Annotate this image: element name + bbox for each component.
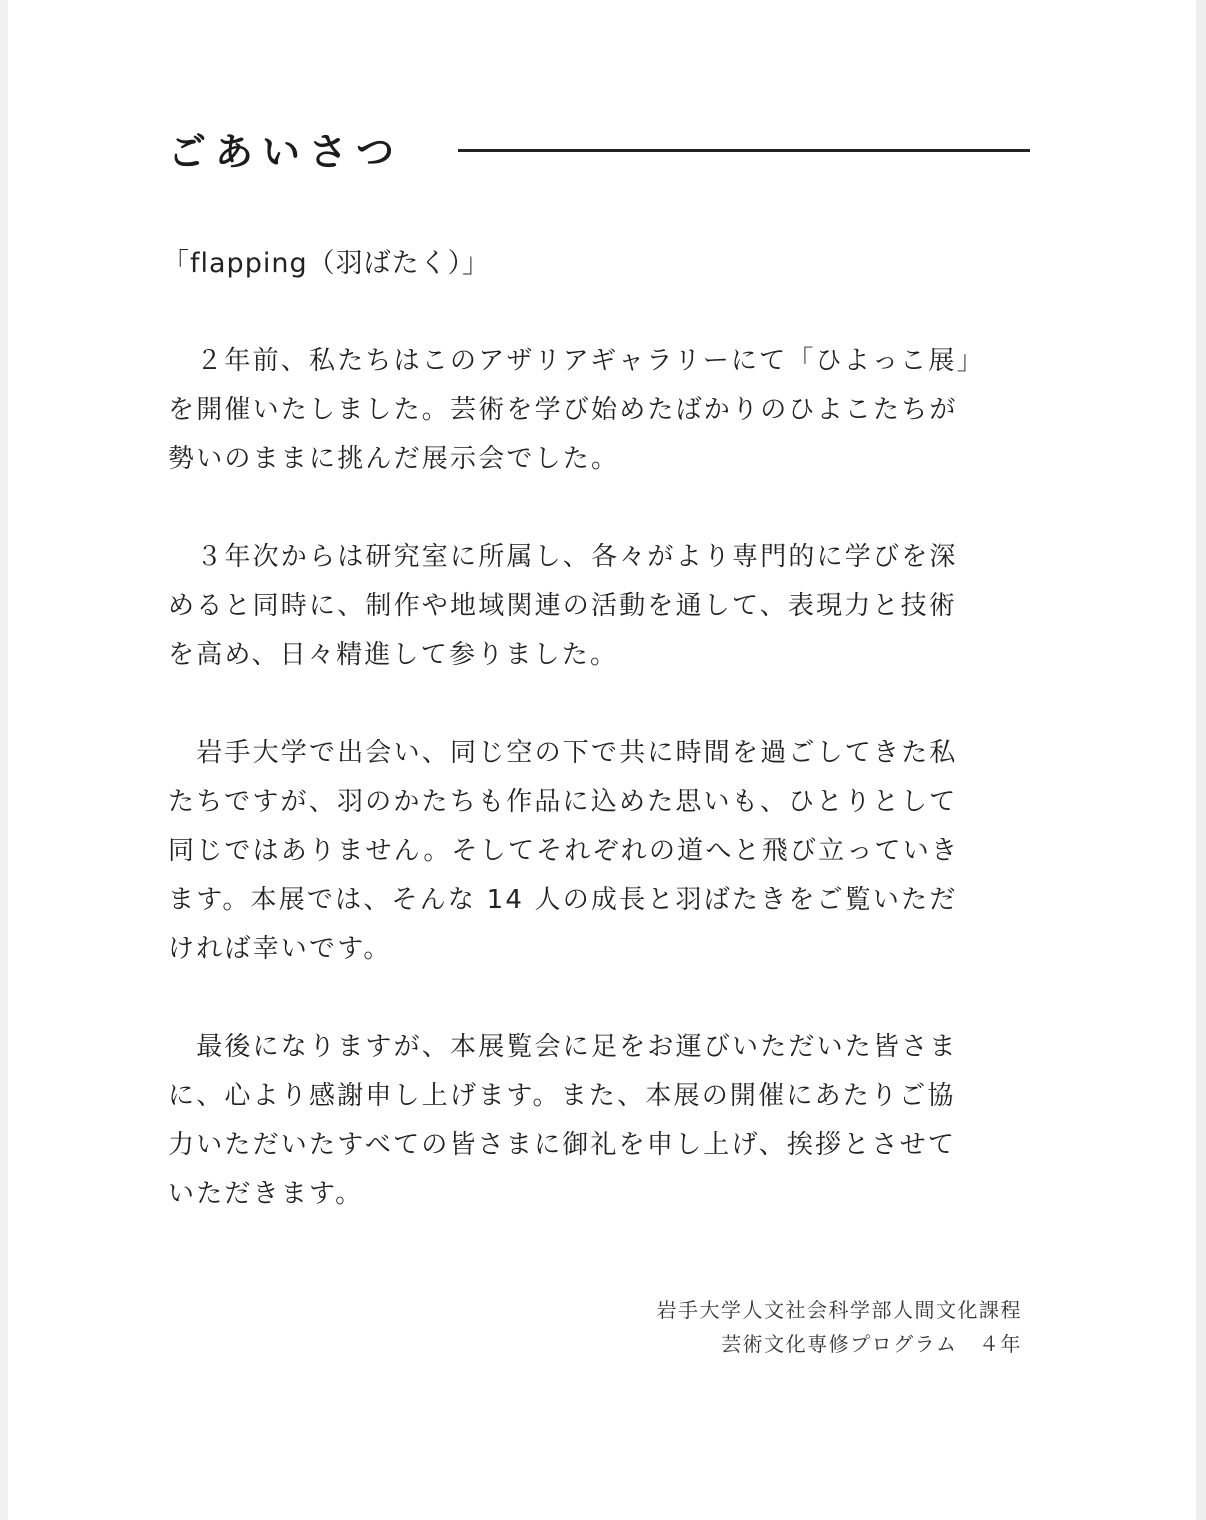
paragraph-line: ２年前、私たちはこのアザリアギャラリーにて「ひよっこ展」 <box>168 346 985 376</box>
paragraph-1 <box>168 337 1028 484</box>
paragraph-line: を高め、日々精進して参りました。 <box>168 640 619 670</box>
signature-faculty: 岩手大学人文社会科学部人間文化課程 <box>656 1298 1022 1322</box>
paragraph-line: 同じではありません。そしてそれぞれの道へと飛び立っていき <box>168 836 960 866</box>
signature-program: 芸術文化専修プログラム ４年 <box>721 1332 1022 1356</box>
paragraph-4 <box>168 1023 1028 1219</box>
paragraph-line: 岩手大学で出会い、同じ空の下で共に時間を過ごしてきた私 <box>168 738 958 768</box>
title-underline-rule <box>458 149 1030 152</box>
exhibition-subtitle: 「flapping（羽ばたく）」 <box>162 248 491 279</box>
left-margin-band <box>0 0 8 1520</box>
paragraph-line: めると同時に、制作や地域関連の活動を通して、表現力と技術 <box>168 591 958 621</box>
paragraph-line: 力いただいたすべての皆さまに御礼を申し上げ、挨拶とさせて <box>168 1130 957 1160</box>
paragraph-line: ければ幸いです。 <box>168 934 392 964</box>
paragraph-line: に、心より感謝申し上げます。また、本展の開催にあたりご協 <box>168 1081 956 1111</box>
paragraph-line: を開催いたしました。芸術を学び始めたばかりのひよこたちが <box>168 395 958 425</box>
paragraph-line: たちですが、羽のかたちも作品に込めた思いも、ひとりとして <box>168 787 958 817</box>
page-title: ごあいさつ <box>168 130 404 174</box>
paragraph-line: 最後になりますが、本展覧会に足をお運びいただいた皆さま <box>168 1032 958 1062</box>
greeting-body <box>168 337 1028 1268</box>
right-margin-band <box>1196 0 1206 1520</box>
paragraph-line: ３年次からは研究室に所属し、各々がより専門的に学びを深 <box>168 542 958 572</box>
paragraph-line: 勢いのままに挑んだ展示会でした。 <box>168 444 620 474</box>
paragraph-3 <box>168 729 1028 974</box>
signature-block <box>560 1293 1022 1361</box>
paragraph-line: ます。本展では、そんな 14 人の成長と羽ばたきをご覧いただ <box>168 885 958 915</box>
paragraph-2 <box>168 533 1028 680</box>
paragraph-line: いただきます。 <box>168 1179 364 1209</box>
